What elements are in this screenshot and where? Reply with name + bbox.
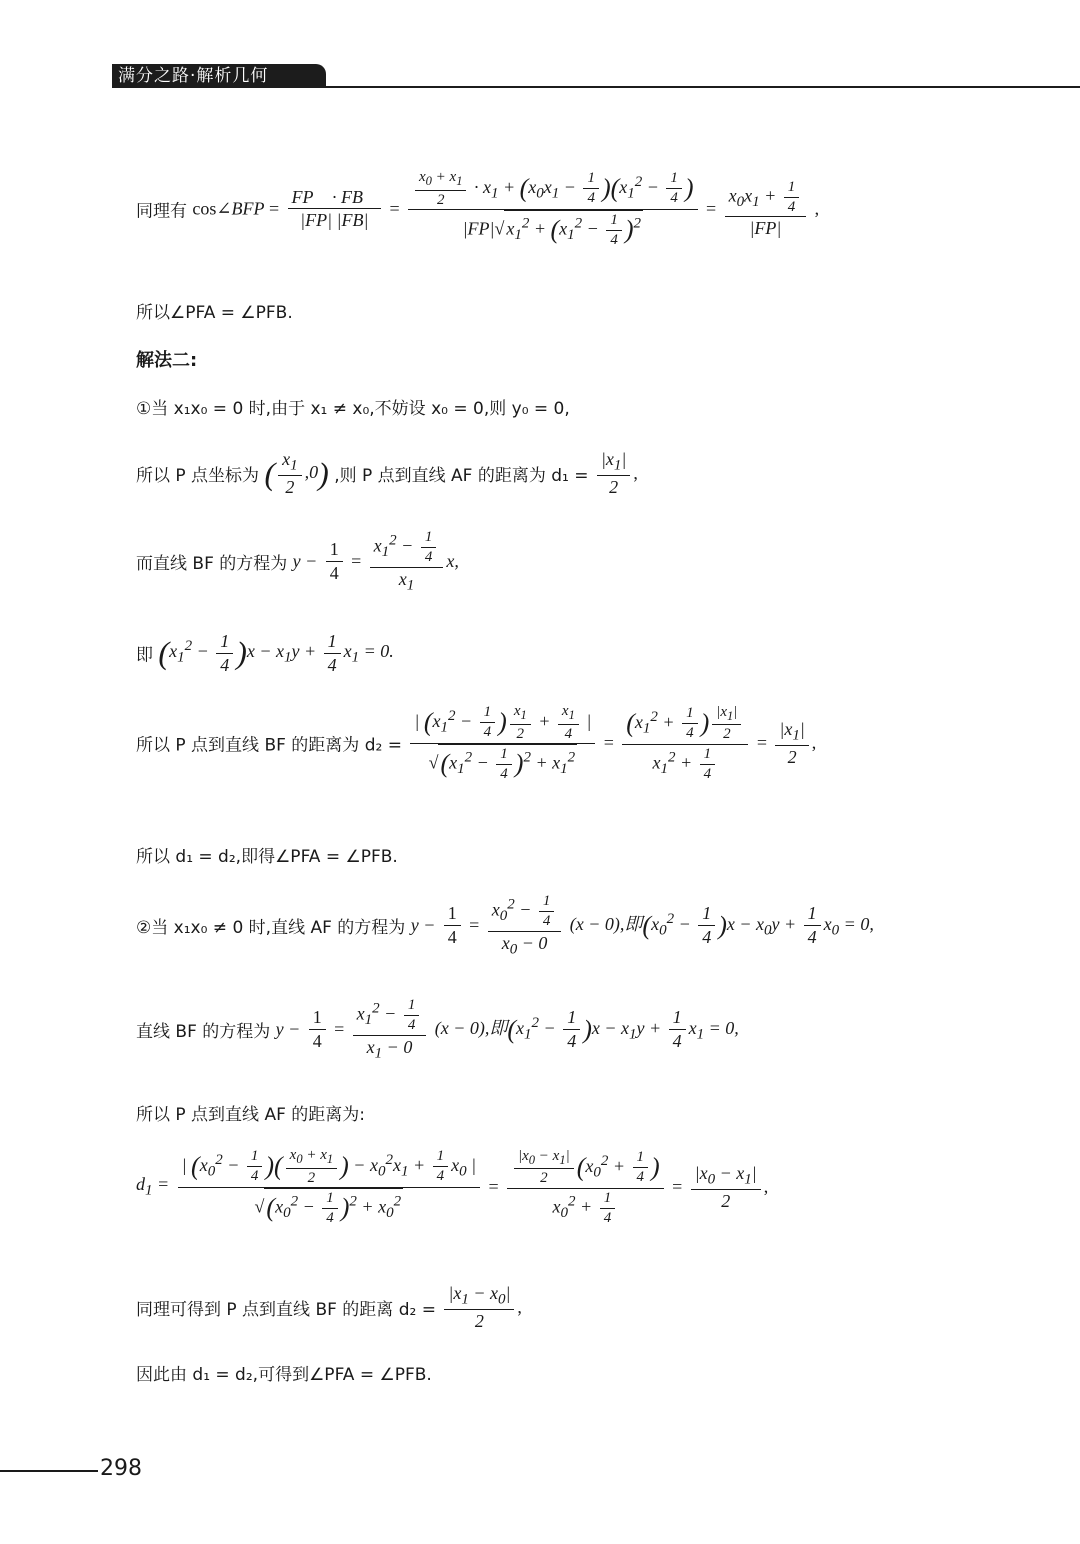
section-heading-method-2: 解法二: [136,350,198,371]
eq-case-2-line-af: ②当 x₁x₀ ≠ 0 时,直线 AF 的方程为 y − $\frac{1}{4}$ = $x_0^2$ − $\frac{1}{4}$ $x_0 - 0$ (x − 0),即($x_0^2$ − $\frac{1}{4}$ )$x - x_0y$ + $\frac{1}{4}$ $x_0 = 0$, [136,893,874,958]
running-header [112,64,326,88]
footer-rule [0,1470,98,1472]
eq-line-bf-general: 即 ($x_1^2$ − $\frac{1}{4}$ )$x - x_1y$ + $\frac{1}{4}$ $x_1 = 0$. [136,631,394,675]
eq-line-bf: 而直线 BF 的方程为 y − $\frac{1}{4}$ = $x_1^2$ − $\frac{1}{4}$ $x_1$ x, [136,529,459,594]
line-conclusion-1: 所以∠PFA = ∠PFB. [136,303,293,323]
eq-l10-prefix: 直线 BF 的方程为 [136,1021,271,1042]
line-distance-af-intro: 所以 P 点到直线 AF 的距离为: [136,1105,366,1125]
line-case-1: ①当 x₁x₀ = 0 时,由于 x₁ ≠ x₀,不妨设 x₀ = 0,则 y₀ = 0, [136,399,570,419]
eq-case-2-line-bf: 直线 BF 的方程为 y − $\frac{1}{4}$ = $x_1^2$ − $\frac{1}{4}$ $x_1 - 0$ (x − 0),即($x_1^2$ − $\frac{1}{4}$ )$x - x_1y$ + $\frac{1}{4}$ $x_1 = 0$, [136,997,739,1062]
eq-cos-bfp: 同理有 cos∠BFP = $\frac{FP⃗ \cdot FB⃗}{|FP| |FB|}$ = $\frac{x_0 + x_1}{2}$ · $x_1 + (x_0x_1$ − $\frac{1}{4}$ )($x_1^2$ − $\frac{1}{4}$ ) |FP|√ $x_1^2 + (x_1^2$ − $\frac{1}{4}$ )$^2$ = $x_0x_1$ + $\frac{1}{4}$ |FP| , [136,169,820,249]
eq-l13-prefix: 同理可得到 P 点到直线 BF 的距离 d₂ = [136,1299,436,1320]
eq-distance-d1: $d_1$ = | ($x_0^2$ − $\frac{1}{4}$ )( $\frac{x_0 + x_1}{2}$ ) − $x_0^2x_1$ + $\frac{1}{4}$ $x_0$ | $√(x_0^2$ − $\frac{1}{4}$ )$^2 + x_0^2$ = $\frac{|x_0 - x_1|}{2}$ ($x_0^2$ + $\frac{1}{4}$ ) $x_0^2$ + $\frac{1}{4}$ = $\frac{|x_0 - x_1|}{2}$ , [136,1147,769,1227]
eq-point-p-distance-af: 所以 P 点坐标为 ( $\frac{x_1}{2}$ ,0) ,则 P 点到直线 AF 的距离为 d₁ = $\frac{|x_1|}{2}$ , [136,449,638,498]
fraction-expanded: $\frac{x_0 + x_1}{2}$ · $x_1 + (x_0x_1$ − $\frac{1}{4}$ )($x_1^2$ − $\frac{1}{4}$ ) |FP|√ $x_1^2 + (x_1^2$ − $\frac{1}{4}$ )$^2$ [408,168,698,250]
line-conclusion-2: 所以 d₁ = d₂,即得∠PFA = ∠PFB. [136,847,398,867]
header-title: 满分之路·解析几何 [118,66,269,86]
eq-distance-d2-case-2: 同理可得到 P 点到直线 BF 的距离 d₂ = $\frac{|x_1 - x_0|}{2}$ , [136,1283,522,1332]
eq-l7-prefix: 所以 P 点到直线 BF 的距离为 d₂ = [136,735,402,756]
line-final-conclusion: 因此由 d₁ = d₂,可得到∠PFA = ∠PFB. [136,1365,432,1385]
eq-l4-prefix: 所以 P 点坐标为 [136,465,260,486]
eq-l9-prefix: ②当 x₁x₀ ≠ 0 时,直线 AF 的方程为 [136,917,406,938]
eq-l4-mid: ,则 P 点到直线 AF 的距离为 d₁ = [334,465,589,486]
eq-distance-d2: 所以 P 点到直线 BF 的距离为 d₂ = | ($x_1^2$ − $\frac{1}{4}$ ) $\frac{x_1}{2}$ + $\frac{x_1}{4}$ | $√(x_1^2$ − $\frac{1}{4}$ )$^2 + x_1^2$ = ($x_1^2$ + $\frac{1}{4}$ ) $\frac{|x_1|}{2}$ $x_1^2$ + $\frac{1}{4}$ = $\frac{|x_1|}{2}$ , [136,703,817,783]
fraction-simplified: $x_0x_1$ + $\frac{1}{4}$ |FP| [725,178,807,240]
eq-l6-prefix: 即 [136,645,153,666]
fraction-dot-product: $\frac{FP⃗ \cdot FB⃗}{|FP| |FB|}$ [288,186,381,232]
header-rule [112,86,1080,88]
eq-l5-prefix: 而直线 BF 的方程为 [136,553,288,574]
eq-cos-bfp-prefix: 同理有 [136,201,187,222]
page-number: 298 [100,1456,142,1481]
